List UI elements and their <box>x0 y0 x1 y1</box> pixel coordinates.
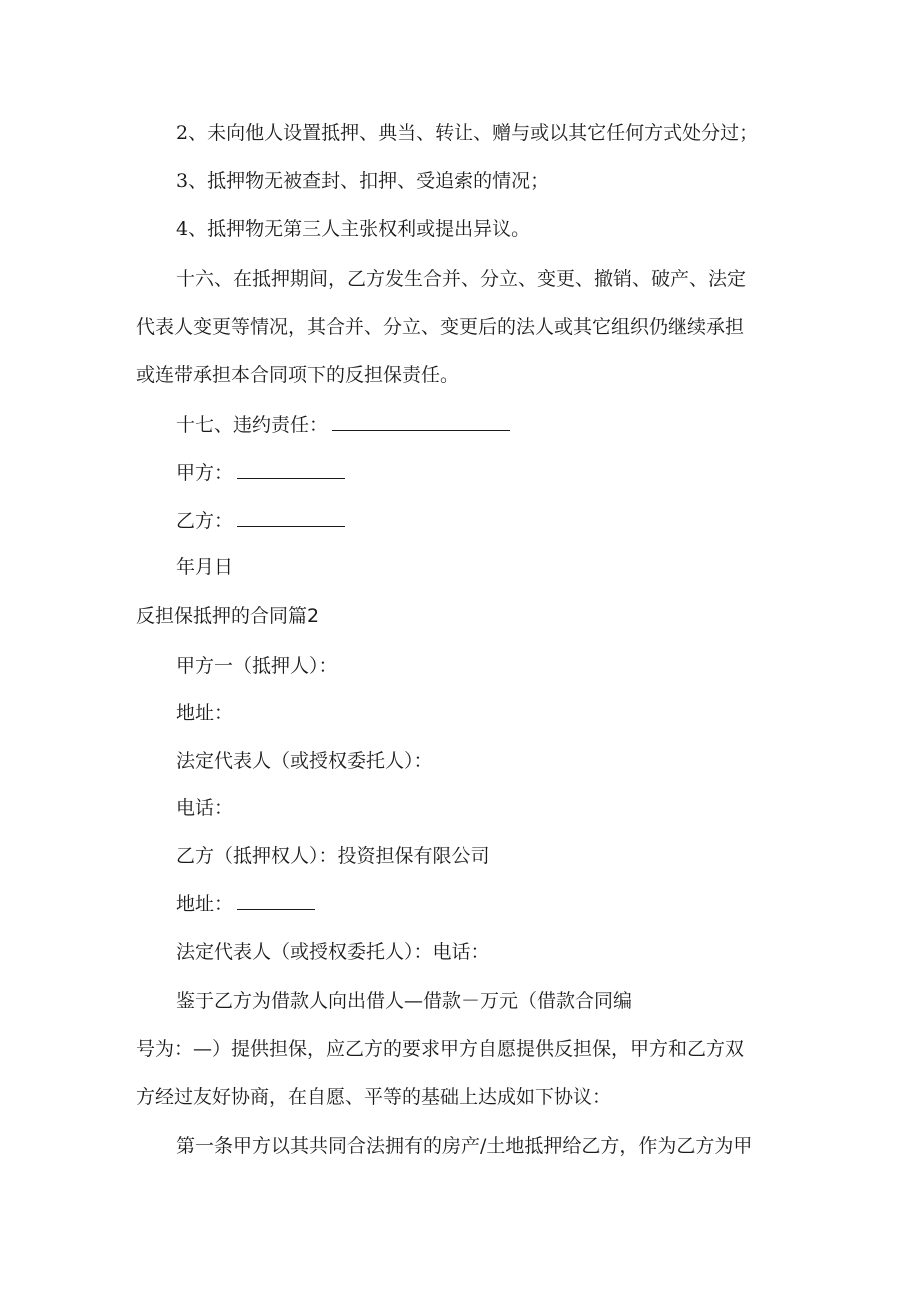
article-17-label: 十七、违约责任： <box>176 414 329 436</box>
section-2-title: 反担保抵押的合同篇2 <box>136 605 320 627</box>
article-1-line: 第一条甲方以其共同合法拥有的房产/土地抵押给乙方，作为乙方为甲 <box>176 1135 753 1157</box>
pledgor-address-line: 地址： <box>176 702 234 724</box>
article-16-line-2: 代表人变更等情况，其合并、分立、变更后的法人或其它组织仍继续承担 <box>136 316 745 338</box>
pledgor-line: 甲方一（抵押人）： <box>176 655 338 677</box>
recital-line-1: 鉴于乙方为借款人向出借人—借款－万元（借款合同编 <box>176 990 633 1012</box>
party-b-blank[interactable] <box>237 508 345 527</box>
article-17-line <box>0 410 920 440</box>
party-a-signature-line <box>0 458 920 488</box>
recital-line-2: 号为：—）提供担保，应乙方的要求甲方自愿提供反担保，甲方和乙方双 <box>136 1038 745 1060</box>
date-line: 年月日 <box>176 556 234 578</box>
party-b-label: 乙方： <box>176 510 234 532</box>
party-a-blank[interactable] <box>237 460 345 479</box>
clause-3-line: 3、抵押物无被查封、扣押、受追索的情况； <box>176 170 550 192</box>
clause-4-line: 4、抵押物无第三人主张权利或提出异议。 <box>176 218 531 240</box>
article-16-line-3: 或连带承担本合同项下的反担保责任。 <box>136 364 460 386</box>
party-b-signature-line <box>0 506 920 536</box>
article-16-line-1: 十六、在抵押期间，乙方发生合并、分立、变更、撤销、破产、法定 <box>176 268 747 290</box>
pledgee-line: 乙方（抵押权人）：投资担保有限公司 <box>176 845 490 867</box>
liability-blank[interactable] <box>332 412 510 431</box>
pledgee-address-label: 地址： <box>176 893 234 915</box>
pledgee-address-line <box>0 889 920 919</box>
clause-2-line: 2、未向他人设置抵押、典当、转让、赠与或以其它任何方式处分过； <box>176 122 759 144</box>
pledgee-address-blank[interactable] <box>237 891 315 910</box>
party-a-label: 甲方： <box>176 462 234 484</box>
recital-line-3: 方经过友好协商，在自愿、平等的基础上达成如下协议： <box>136 1086 612 1108</box>
pledgor-phone-line: 电话： <box>176 797 234 819</box>
pledgor-representative-line: 法定代表人（或授权委托人）： <box>176 750 433 772</box>
pledgee-representative-line: 法定代表人（或授权委托人）：电话： <box>176 941 490 963</box>
